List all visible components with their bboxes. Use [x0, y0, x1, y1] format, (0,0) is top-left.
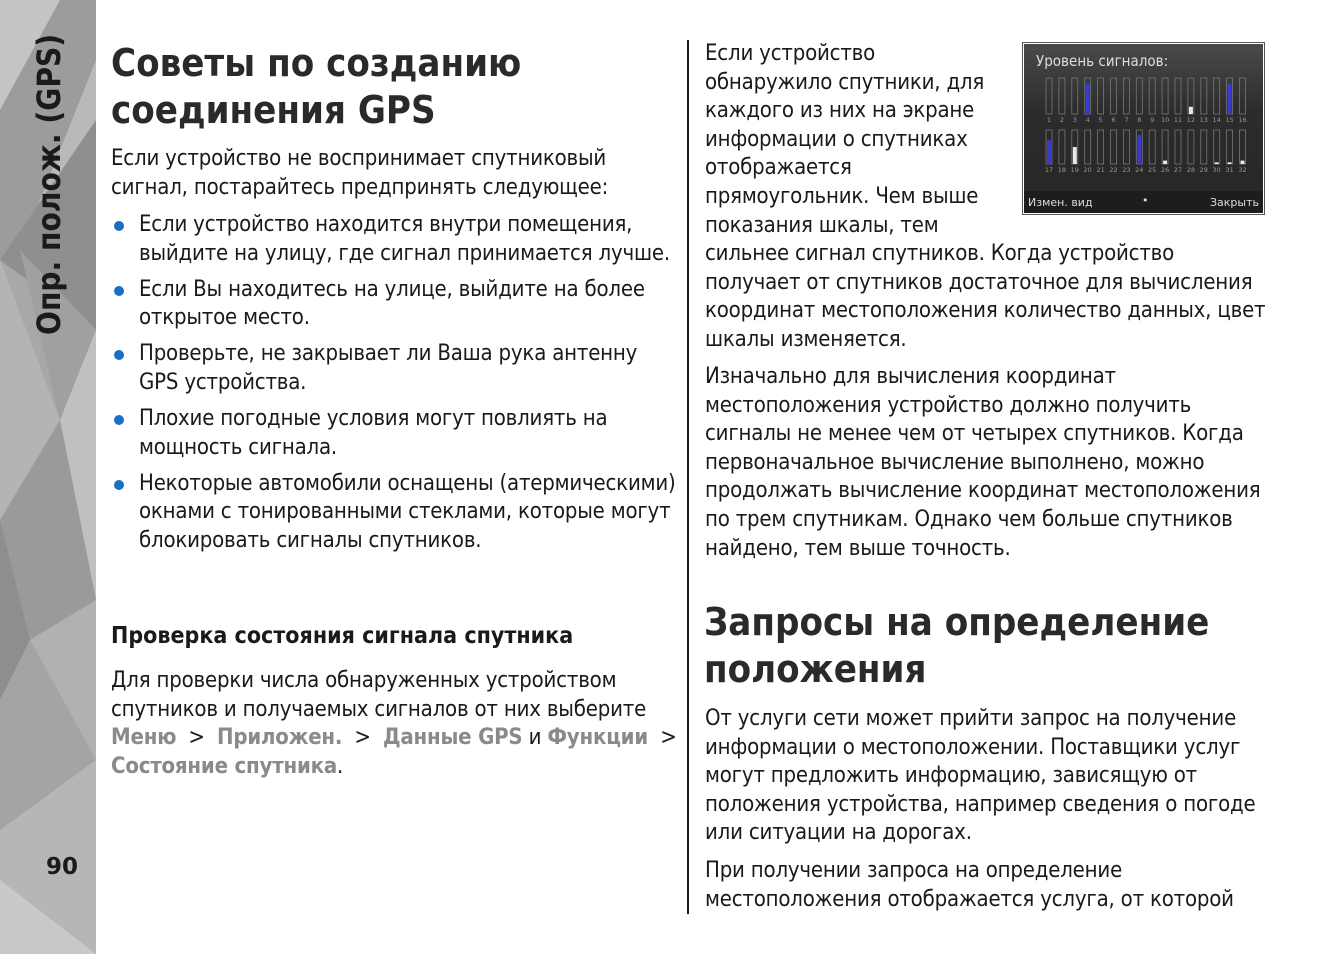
signal-bar-outline [1123, 130, 1129, 164]
satellite-number-label: 12 [1186, 116, 1196, 124]
softkey-change-view[interactable]: Измен. вид [1028, 196, 1093, 209]
signal-bar-fill [1086, 83, 1090, 114]
functions-link[interactable]: Функции [547, 725, 649, 751]
path-end: . [337, 753, 344, 779]
list-item: Если устройство находится внутри помещения, выйдите на улицу, где сигнал принимается лучше. [111, 211, 681, 268]
signal-bar-fill [1047, 140, 1051, 164]
request-display-paragraph: При получении запроса на определение местоположения отображается услуга, от которой [705, 858, 1234, 912]
signal-bar-outline [1123, 78, 1129, 114]
signal-bar-outline [1111, 78, 1117, 114]
signal-bar-fill [1137, 135, 1141, 164]
satellite-number-label: 8 [1137, 116, 1142, 124]
heading-gps-tips [111, 40, 669, 134]
path-and: и [528, 725, 542, 751]
satellite-number-label: 24 [1135, 166, 1144, 174]
satellite-number-label: 7 [1124, 116, 1129, 124]
signal-bar-fill [1228, 83, 1232, 114]
satellite-number-label: 17 [1044, 166, 1054, 174]
sidebar [0, 0, 96, 954]
signal-bar-outline [1188, 130, 1194, 164]
signal-bar-outline [1175, 78, 1181, 114]
satellite-number-label: 29 [1199, 166, 1208, 174]
satellite-number-label: 5 [1098, 116, 1103, 124]
heading-location-requests-line2: положения [704, 647, 927, 691]
list-item: Некоторые автомобили оснащены (атермическими) окнами с тонированными стеклами, которые могут блокировать сигналы спутников. [111, 470, 681, 556]
signal-bar-outline [1059, 78, 1065, 114]
softkey-bar [1024, 191, 1263, 213]
satellite-paragraph-rest: сильнее сигнал спутников. Когда устройство получает от спутников достаточное для вычисления координат местоположения количество данных, цвет шкалы изменяется. [705, 241, 1266, 352]
signal-bar-outline [1098, 130, 1104, 164]
satellite-number-label: 3 [1072, 116, 1077, 124]
list-item: Проверьте, не закрывает ли Ваша рука антенну GPS устройства. [111, 340, 681, 397]
tips-list [111, 211, 681, 563]
softkey-center-dot[interactable]: • [1142, 194, 1149, 207]
signal-bar-outline [1240, 130, 1246, 164]
signal-bar-outline [1162, 78, 1168, 114]
screenshot-title: Уровень сигналов: [1036, 52, 1169, 70]
satellite-number-label: 20 [1083, 166, 1092, 174]
network-request-paragraph: От услуги сети может прийти запрос на получение информации о местоположении. Поставщики услуг могут предложить информацию, зависящую от положения устройства, например сведения о погоде или ситуации на дорогах. [705, 706, 1256, 846]
signal-bar-outline [1162, 130, 1168, 164]
signal-bars-chart [1024, 44, 1263, 194]
satellite-number-label: 19 [1070, 166, 1079, 174]
satellite-number-label: 15 [1225, 116, 1234, 124]
signal-bar-fill [1163, 161, 1167, 164]
list-item: Плохие погодные условия могут повлиять на мощность сигнала. [111, 405, 681, 462]
path-intro: Для проверки числа обнаруженных устройством спутников и получаемых сигналов от них выберите [111, 668, 647, 722]
satellite-number-label: 21 [1096, 166, 1105, 174]
path-separator: > [660, 725, 677, 751]
signal-bar-outline [1240, 78, 1246, 114]
signal-bar-fill [1241, 161, 1245, 164]
signal-bar-fill [1215, 162, 1219, 164]
screenshot-screen [1024, 44, 1263, 213]
satellite-number-label: 30 [1212, 166, 1221, 174]
signal-bar-outline [1175, 130, 1181, 164]
satellite-number-label: 13 [1199, 116, 1208, 124]
signal-bar-fill [1189, 107, 1193, 114]
menu-link[interactable]: Меню [111, 725, 177, 751]
column-divider [687, 40, 689, 914]
heading-gps-tips-line2: соединения GPS [111, 88, 436, 132]
satellite-number-label: 18 [1057, 166, 1067, 174]
signal-bar-outline [1214, 78, 1220, 114]
signal-bar-outline [1046, 78, 1052, 114]
satellite-number-label: 4 [1085, 116, 1090, 124]
satellite-number-label: 28 [1186, 166, 1196, 174]
gps-data-link[interactable]: Данные GPS [382, 725, 523, 751]
signal-bar-outline [1111, 130, 1117, 164]
signal-bar-fill [1073, 147, 1077, 164]
apps-link[interactable]: Приложен. [216, 725, 343, 751]
satellite-number-label: 23 [1122, 166, 1131, 174]
satellite-number-label: 6 [1111, 116, 1116, 124]
signal-bar-outline [1136, 78, 1142, 114]
path-separator: > [188, 725, 205, 751]
intro-paragraph: Если устройство не воспринимает спутниковый сигнал, постарайтесь предпринять следующее: [111, 146, 609, 200]
heading-location-requests-line1: Запросы на определение [704, 600, 1210, 644]
satellite-number-label: 14 [1212, 116, 1221, 124]
signal-bar-outline [1201, 130, 1207, 164]
signal-bar-outline [1072, 78, 1078, 114]
heading-gps-tips-line1: Советы по созданию [111, 41, 522, 85]
signal-bar-fill [1228, 162, 1232, 164]
menu-path-paragraph [111, 667, 681, 781]
signal-bar-outline [1149, 78, 1155, 114]
subheading-signal-status: Проверка состояния сигнала спутника [111, 623, 574, 649]
signal-strength-screenshot [1022, 42, 1265, 215]
satellite-number-label: 31 [1225, 166, 1234, 174]
heading-location-requests [704, 599, 1280, 693]
softkey-close[interactable]: Закрыть [1210, 196, 1259, 209]
path-separator: > [354, 725, 371, 751]
satellite-paragraph-top: Если устройство обнаружило спутники, для каждого из них на экране информации о спутниках отображается прямоугольник. Чем выше показания шкалы, тем [705, 41, 985, 238]
satellite-number-label: 10 [1160, 116, 1170, 124]
satellite-status-link[interactable]: Состояние спутника [111, 753, 338, 779]
satellite-number-label: 11 [1173, 116, 1183, 124]
signal-bar-outline [1098, 78, 1104, 114]
signal-bar-outline [1085, 130, 1091, 164]
signal-bar-outline [1149, 130, 1155, 164]
satellite-number-label: 22 [1109, 166, 1118, 174]
signal-bar-outline [1227, 130, 1233, 164]
list-item: Если Вы находитесь на улице, выйдите на более открытое место. [111, 276, 681, 333]
page-number: 90 [46, 854, 79, 880]
satellite-number-label: 27 [1173, 166, 1183, 174]
signal-bar-outline [1201, 78, 1207, 114]
satellite-number-label: 16 [1238, 116, 1247, 124]
satellite-number-label: 26 [1160, 166, 1170, 174]
section-title-vertical: Опр. полож. (GPS) [30, 33, 68, 335]
signal-bar-outline [1059, 130, 1065, 164]
satellite-number-label: 9 [1150, 116, 1155, 124]
satellite-number-label: 2 [1059, 116, 1064, 124]
signal-bar-outline [1214, 130, 1220, 164]
satellite-number-label: 32 [1238, 166, 1247, 174]
satellite-number-label: 1 [1046, 116, 1052, 124]
satellite-number-label: 25 [1148, 166, 1157, 174]
initial-calc-paragraph: Изначально для вычисления координат местоположения устройство должно получить сигналы не менее чем от четырех спутников. Когда первоначальное вычисление выполнено, можно продолжать вычисление координат местоположения по трем спутникам. Однако чем больше спутников найдено, тем выше точность. [705, 364, 1261, 561]
